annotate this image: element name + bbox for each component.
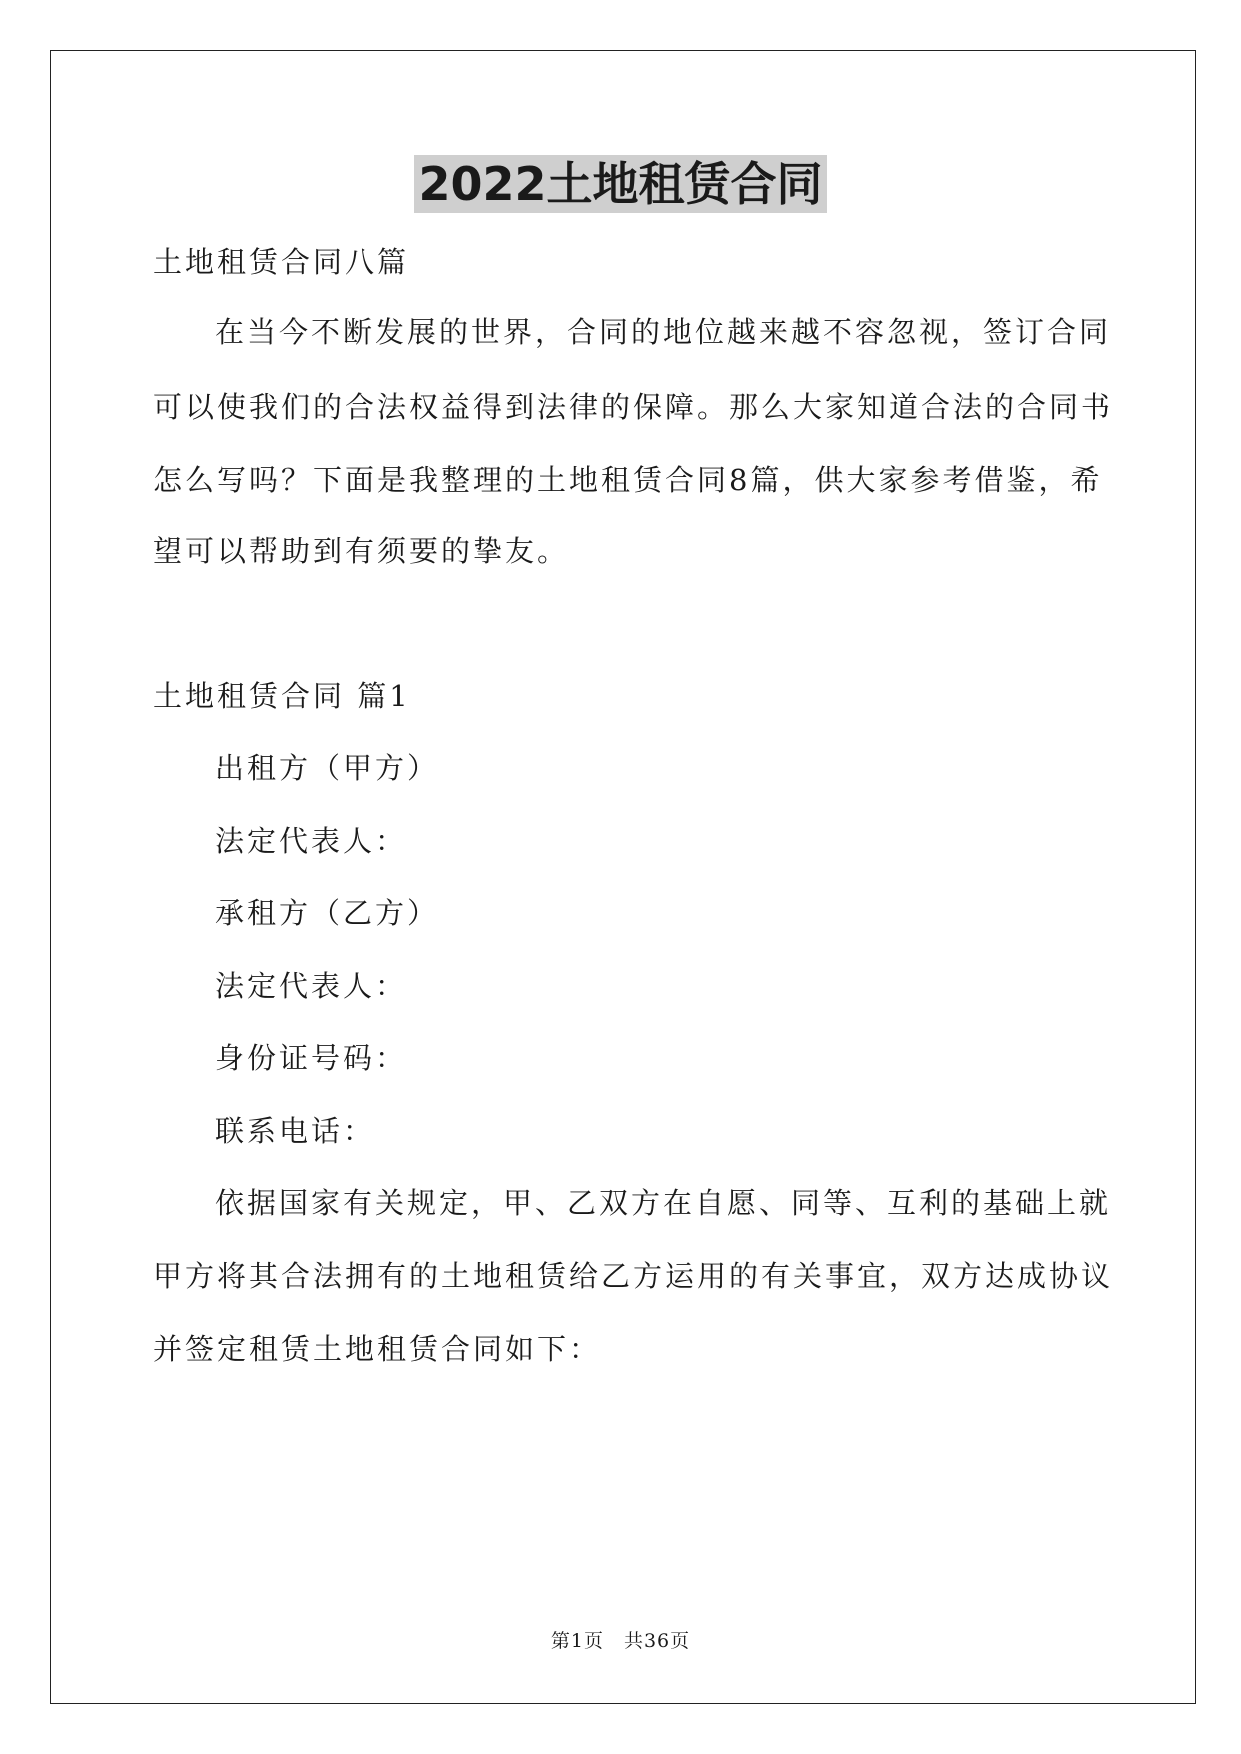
- field-id-number: 身份证号码：: [215, 1041, 408, 1075]
- body-line-1: 依据国家有关规定，甲、乙双方在自愿、同等、互利的基础上就: [215, 1186, 1112, 1220]
- page-number-footer: 第1页 共36页: [550, 1630, 691, 1652]
- document-title: [0, 152, 1241, 216]
- field-lessee-representative: 法定代表人：: [215, 969, 408, 1003]
- field-lessor: 出租方（甲方）: [215, 751, 440, 785]
- field-phone: 联系电话：: [215, 1114, 376, 1148]
- field-lessee: 承租方（乙方）: [215, 896, 440, 930]
- body-line-3: 并签定租赁土地租赁合同如下：: [153, 1332, 602, 1366]
- page-border: [50, 50, 1196, 1704]
- section-heading: 土地租赁合同 篇1: [153, 679, 411, 713]
- intro-line-1: 在当今不断发展的世界，合同的地位越来越不容忽视，签订合同: [215, 315, 1112, 349]
- intro-line-4: 望可以帮助到有须要的挚友。: [153, 534, 570, 568]
- field-lessor-representative: 法定代表人：: [215, 824, 408, 858]
- intro-line-2: 可以使我们的合法权益得到法律的保障。那么大家知道合法的合同书: [153, 390, 1114, 424]
- document-title-text: 2022土地租赁合同: [414, 155, 826, 213]
- subtitle: 土地租赁合同八篇: [153, 245, 410, 279]
- intro-line-3: 怎么写吗？下面是我整理的土地租赁合同8篇，供大家参考借鉴，希: [153, 463, 1103, 497]
- body-line-2: 甲方将其合法拥有的土地租赁给乙方运用的有关事宜，双方达成协议: [153, 1259, 1114, 1293]
